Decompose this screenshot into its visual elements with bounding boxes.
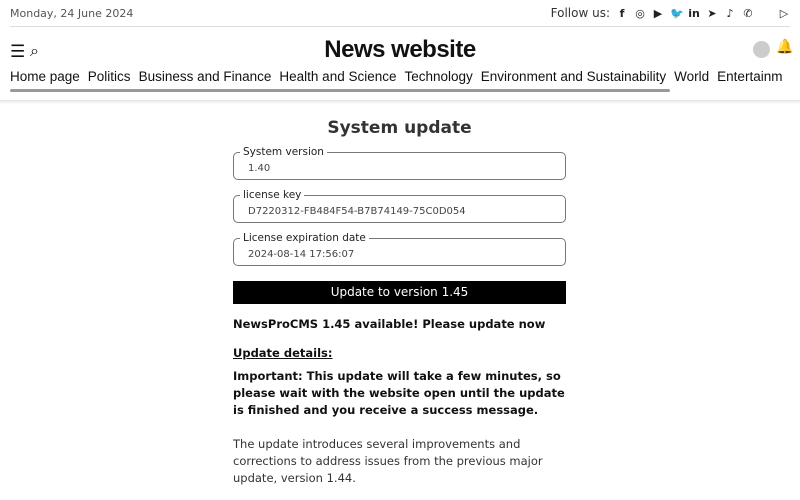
top-bar <box>10 0 790 27</box>
header <box>0 30 800 70</box>
linkedin-icon[interactable]: in <box>688 6 700 20</box>
license-key-input[interactable] <box>248 206 548 217</box>
header-divider <box>0 100 800 104</box>
bell-icon[interactable]: 🔔 <box>776 39 794 55</box>
nav-scrollbar[interactable] <box>10 89 670 92</box>
license-expiration-input[interactable] <box>248 249 548 260</box>
youtube-icon[interactable]: ▶ <box>653 6 663 20</box>
page-title: System update <box>327 118 472 138</box>
follow-label: Follow us: <box>550 6 610 20</box>
nav-technology[interactable]: Technology <box>404 69 473 84</box>
nav-world[interactable]: World <box>674 69 710 84</box>
update-details-heading: Update details: <box>233 345 333 360</box>
system-version-field[interactable] <box>233 146 566 180</box>
nav-home[interactable]: Home page <box>10 69 80 84</box>
system-version-input[interactable] <box>248 163 548 174</box>
facebook-icon[interactable]: f <box>619 6 625 20</box>
nav-politics[interactable]: Politics <box>87 69 131 84</box>
google-play-icon[interactable]: ▷ <box>779 6 789 20</box>
main-nav <box>10 69 800 84</box>
field-label: license key <box>240 189 304 201</box>
instagram-icon[interactable]: ◎ <box>635 6 645 20</box>
license-expiration-field[interactable] <box>233 232 566 266</box>
nav-health[interactable]: Health and Science <box>279 69 397 84</box>
user-avatar-icon[interactable] <box>753 41 770 58</box>
telegram-icon[interactable]: ➤ <box>707 6 717 20</box>
social-links <box>551 6 790 20</box>
nav-environment[interactable]: Environment and Sustainability <box>480 69 667 84</box>
update-button[interactable]: Update to version 1.45 <box>233 281 566 304</box>
field-label: License expiration date <box>240 232 369 244</box>
twitter-icon[interactable]: 🐦 <box>670 6 684 20</box>
tiktok-icon[interactable]: ♪ <box>726 6 734 20</box>
current-date: Monday, 24 June 2024 <box>10 6 134 20</box>
site-logo[interactable]: News website <box>324 36 476 63</box>
update-intro: The update introduces several improvements and corrections to address issues from the previous major update, version 1.44. <box>233 436 543 485</box>
update-panel <box>233 118 566 487</box>
menu-icon[interactable]: ☰ <box>10 42 26 62</box>
search-icon[interactable]: ⌕ <box>30 41 39 60</box>
field-label: System version <box>240 146 327 158</box>
license-key-field[interactable] <box>233 189 566 223</box>
update-available-text: NewsProCMS 1.45 available! Please update now <box>233 316 546 331</box>
nav-business[interactable]: Business and Finance <box>138 69 272 84</box>
important-notice: Important: This update will take a few minutes, so please wait with the website open until the update is finished and you receive a success message. <box>233 368 565 417</box>
whatsapp-icon[interactable]: ✆ <box>743 6 753 20</box>
nav-entertainment[interactable]: Entertainm <box>717 69 783 84</box>
